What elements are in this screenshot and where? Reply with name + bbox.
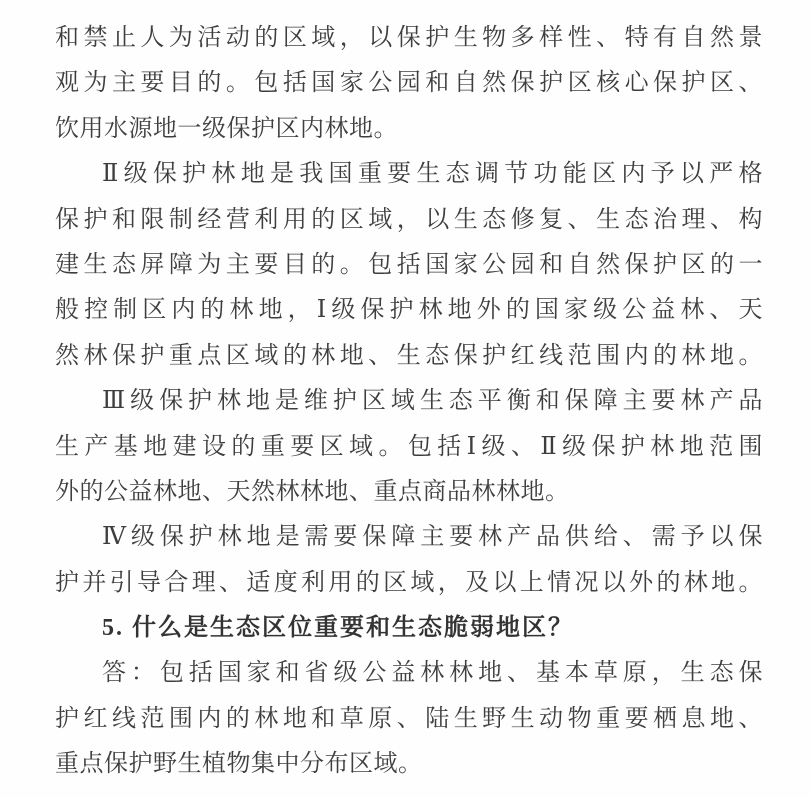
paragraph-line: 重点保护野生植物集中分布区域。 [55, 751, 423, 778]
paragraph-line: 外的公益林地、天然林林地、重点商品林林地。 [55, 478, 570, 505]
paragraph-line: 生产基地建设的重要区域。包括Ⅰ级、Ⅱ级保护林地范围 [55, 433, 763, 460]
paragraph-line: Ⅲ级保护林地是维护区域生态平衡和保障主要林产品 [102, 388, 763, 415]
paragraph-line: 保护和限制经营利用的区域，以生态修复、生态治理、构 [55, 206, 763, 233]
paragraph-line: 护红线范围内的林地和草原、陆生野生动物重要栖息地、 [55, 705, 763, 732]
paragraph-line: 然林保护重点区域的林地、生态保护红线范围内的林地。 [55, 342, 763, 369]
question-heading: 5. 什么是生态区位重要和生态脆弱地区？ [102, 615, 574, 642]
paragraph-line: 观为主要目的。包括国家公园和自然保护区核心保护区、 [55, 70, 763, 97]
paragraph-line: 答：包括国家和省级公益林林地、基本草原，生态保 [102, 660, 763, 687]
paragraph-line: Ⅳ级保护林地是需要保障主要林产品供给、需予以保 [102, 524, 763, 551]
paragraph-line: 和禁止人为活动的区域，以保护生物多样性、特有自然景 [55, 25, 763, 51]
paragraph-line: 饮用水源地一级保护区内林地。 [55, 115, 398, 142]
paragraph-line: Ⅱ级保护林地是我国重要生态调节功能区内予以严格 [102, 161, 763, 188]
document-text [55, 16, 763, 788]
paragraph-line: 护并引导合理、适度利用的区域，及以上情况以外的林地。 [55, 569, 763, 596]
paragraph-line: 般控制区内的林地，Ⅰ级保护林地外的国家级公益林、天 [55, 297, 763, 324]
paragraph-line: 建生态屏障为主要目的。包括国家公园和自然保护区的一 [55, 251, 763, 278]
